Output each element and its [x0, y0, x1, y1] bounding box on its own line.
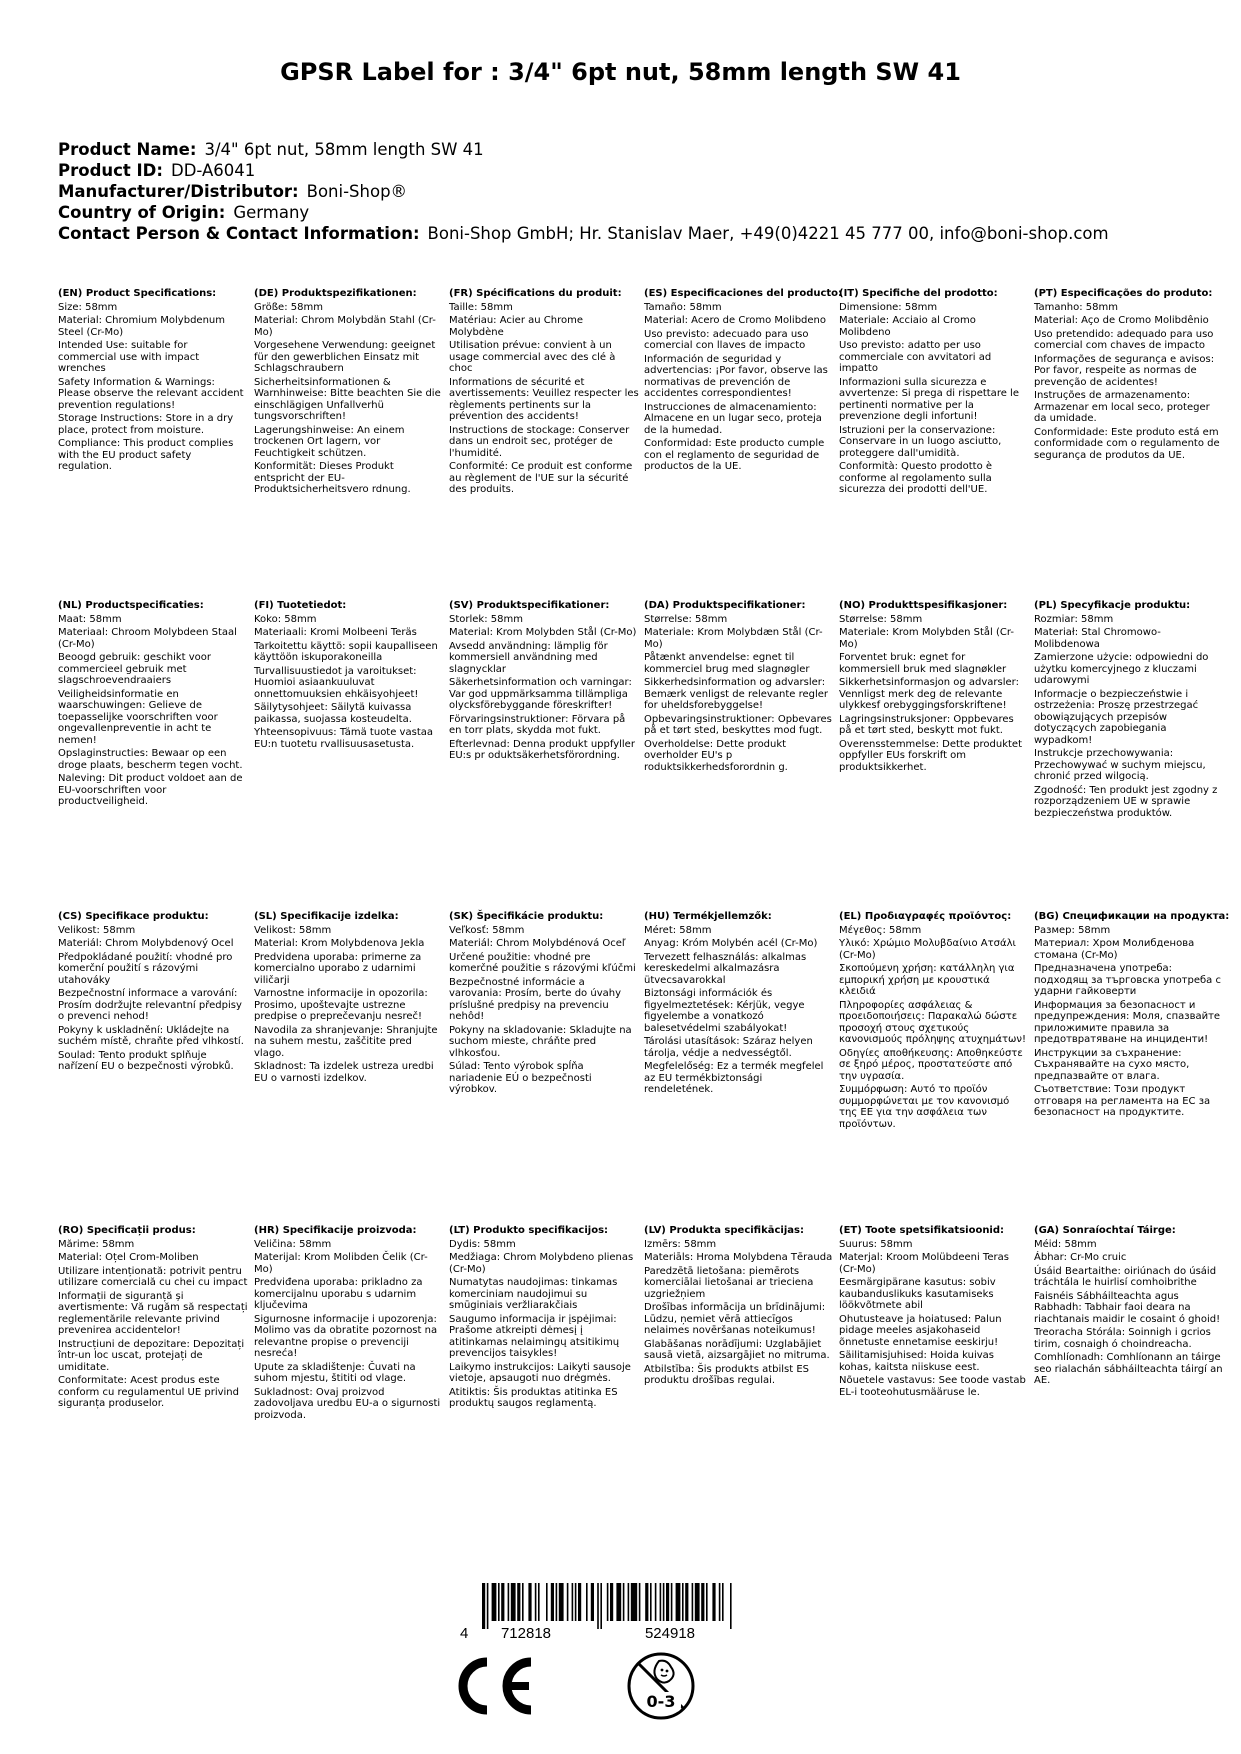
- spec-block: [1034, 1225, 1224, 1387]
- spec-line: Opslaginstructies: Bewaar op een droge plaats, bescherm tegen vocht.: [58, 748, 243, 771]
- spec-heading: (FR) Spécifications du produit:: [449, 288, 622, 299]
- spec-line: Предназначена употреба: подходящ за търговска употреба с ударни гайковерти: [1034, 963, 1221, 997]
- barcode-bar: [645, 1583, 648, 1621]
- spec-line: Veľkosť: 58mm: [449, 924, 525, 936]
- spec-line: Størrelse: 58mm: [839, 613, 923, 625]
- manufacturer-row: [58, 181, 1109, 202]
- spec-line: Storage Instructions: Store in a dry place, protect from moisture.: [58, 413, 234, 436]
- spec-line: Zamierzone użycie: odpowiedni do użytku komercyjnego z kluczami udarowymi: [1034, 652, 1209, 686]
- spec-line: Conformità: Questo prodotto è conforme al regolamento sulla sicurezza dei prodotti dell'UE.: [839, 461, 993, 495]
- manufacturer-label: Manufacturer/Distributor:: [58, 182, 299, 201]
- spec-line: Biztonsági információk és figyelmeztetések: Kérjük, vegye figyelembe a vonatkozó balesetvédelmi szabályokat!: [644, 988, 805, 1034]
- barcode-bar: [575, 1583, 577, 1621]
- spec-line: Ohutusteave ja hoiatused: Palun pidage meeles asjakohaseid õnnetuste ennetamise eeskirju!: [839, 1313, 1002, 1348]
- barcode: [460, 1583, 740, 1641]
- barcode-bar: [655, 1583, 657, 1621]
- spec-heading: (HR) Specifikacije proizvoda:: [254, 1225, 417, 1236]
- product-id-label: Product ID:: [58, 161, 163, 180]
- spec-line: Megfelelőség: Ez a termék megfelel az EU termékbiztonsági rendeletének.: [644, 1061, 824, 1095]
- barcode-bar: [719, 1583, 721, 1621]
- barcode-bar: [712, 1583, 715, 1621]
- barcode-bar: [501, 1583, 504, 1621]
- spec-line: Vorgesehene Verwendung: geeignet für den gewerblichen Einsatz mit Schlagschraubern: [254, 340, 436, 374]
- spec-line: Материал: Хром Молибденова стомана (Cr-Mo): [1034, 938, 1195, 961]
- spec-line: Συμμόρφωση: Αυτό το προϊόν συμμορφώνεται με τον κανονισμό της ΕΕ για την ασφάλεια των προϊόντων.: [839, 1084, 1010, 1130]
- barcode-group-1: 712818: [500, 1625, 552, 1641]
- spec-line: Předpokládané použití: vhodné pro komerční použití s rázovými utahováky: [58, 951, 233, 986]
- spec-line: Instrucciones de almacenamiento: Almacene en un lugar seco, proteja de la humedad.: [644, 401, 822, 436]
- spec-line: Информация за безопасност и предупреждения: Моля, спазвайте приложимите правила за предотвратяване на инциденти!: [1034, 999, 1221, 1045]
- spec-block: [1034, 600, 1224, 819]
- spec-block: [839, 600, 1029, 773]
- spec-line: Material: Chrom Molybdän Stahl (Cr-Mo): [254, 315, 436, 338]
- barcode-bar: [511, 1583, 516, 1621]
- product-name-label: Product Name:: [58, 140, 197, 159]
- barcode-bar: [660, 1583, 662, 1621]
- spec-line: Overensstemmelse: Dette produktet oppfyller EUs forskrift om produktsikkerhet.: [839, 738, 1022, 773]
- spec-line: Инструкции за съхранение: Съхранявайте на сухо място, предпазвайте от влага.: [1034, 1047, 1190, 1082]
- spec-line: Glabāšanas norādījumi: Uzglabājiet sausā vietā, aizsargājiet no mitruma.: [644, 1338, 830, 1361]
- barcode-digit-1: 4: [460, 1625, 469, 1641]
- barcode-bar: [623, 1583, 625, 1621]
- spec-line: Pokyny k uskladnění: Ukládejte na suchém místě, chraňte před vlhkostí.: [58, 1024, 244, 1047]
- barcode-bar: [676, 1583, 681, 1621]
- spec-line: Atitiktis: Šis produktas atitinka ES produktų saugos reglamentą.: [449, 1386, 618, 1409]
- spec-line: Comhlíonadh: Comhlíonann an táirge seo rialachán sábháilteachta táirgí an AE.: [1034, 1352, 1223, 1386]
- spec-line: Υλικό: Χρώμιο Μολυβδαίνιο Ατσάλι (Cr-Mo): [839, 938, 1016, 961]
- spec-block: [449, 600, 639, 762]
- spec-line: Размер: 58mm: [1034, 924, 1111, 936]
- spec-line: Méid: 58mm: [1034, 1238, 1097, 1250]
- barcode-bar: [628, 1583, 630, 1621]
- barcode-bar: [578, 1583, 581, 1621]
- spec-line: Instrucțiuni de depozitare: Depozitați într-un loc uscat, protejați de umiditate.: [58, 1338, 245, 1373]
- spec-line: Velikost: 58mm: [254, 924, 332, 936]
- spec-line: Съответствие: Този продукт отговаря на регламента на ЕС за безопасност на продуктите.: [1034, 1084, 1211, 1118]
- spec-line: Materiāls: Hroma Molybdena Tērauda: [644, 1252, 833, 1263]
- spec-line: Uso previsto: adecuado para uso comercial con llaves de impacto: [644, 328, 809, 351]
- spec-line: Varnostne informacije in opozorila: Prosimo, upoštevajte ustrezne predpise o preprečevanju nesreč!: [254, 988, 428, 1022]
- spec-block: [58, 600, 248, 808]
- barcode-bar: [551, 1583, 554, 1621]
- age-warning-icon: [625, 1650, 697, 1722]
- spec-heading: (NO) Produkttspesifikasjoner:: [839, 600, 1008, 611]
- spec-line: Skladnost: Ta izdelek ustreza uredbi EU o varnosti izdelkov.: [254, 1061, 434, 1084]
- spec-line: Sukladnost: Ovaj proizvod zadovoljava uredbu EU-a o sigurnosti proizvoda.: [254, 1386, 441, 1421]
- spec-line: Anyag: Króm Molybén acél (Cr-Mo): [644, 938, 818, 949]
- spec-line: Größe: 58mm: [254, 301, 323, 313]
- barcode-bar: [538, 1583, 540, 1621]
- spec-line: Taille: 58mm: [449, 301, 513, 313]
- barcode-bar: [586, 1583, 588, 1621]
- barcode-bar: [616, 1583, 621, 1621]
- spec-line: Matériau: Acier au Chrome Molybdène: [449, 315, 583, 338]
- origin-label: Country of Origin:: [58, 203, 226, 222]
- spec-line: Sicherheitsinformationen & Warnhinweise: Bitte beachten Sie die einschlägigen Unfallverhü tungsvorschriften!: [254, 376, 441, 422]
- spec-line: Soulad: Tento produkt splňuje nařízení EU o bezpečnosti výrobků.: [58, 1049, 234, 1072]
- spec-line: Paredzētā lietošana: piemērots komerciālai lietošanai ar trieciena uzgriežņiem: [644, 1265, 814, 1300]
- spec-block: [449, 1225, 639, 1410]
- spec-line: Storlek: 58mm: [449, 613, 523, 625]
- spec-line: Lagringsinstruksjoner: Oppbevares på et tørt sted, beskytt mot fukt.: [839, 713, 1014, 736]
- spec-heading: (RO) Specificații produs:: [58, 1225, 196, 1236]
- spec-line: Informations de sécurité et avertissements: Veuillez respecter les règlements pertinents sur la prévention des accidents!: [449, 376, 639, 422]
- origin-row: [58, 202, 1109, 223]
- spec-line: Treoracha Stórála: Soinnigh i gcrios tirim, cosnaigh ó choindreacha.: [1034, 1327, 1211, 1350]
- spec-line: Navodila za shranjevanje: Shranjujte na suhem mestu, zaščitite pred vlago.: [254, 1024, 438, 1059]
- spec-block: [644, 911, 834, 1096]
- spec-heading: (PT) Especificações do produto:: [1034, 288, 1213, 299]
- spec-line: Opbevaringsinstruktioner: Opbevares på et tørt sted, beskyttes mod fugt.: [644, 713, 832, 736]
- spec-line: Izmērs: 58mm: [644, 1238, 717, 1250]
- spec-heading: (LV) Produkta specifikācijas:: [644, 1225, 804, 1236]
- spec-block: [254, 911, 444, 1084]
- spec-line: Materjal: Kroom Molübdeeni Teras (Cr-Mo): [839, 1252, 1009, 1275]
- barcode-bar: [482, 1583, 485, 1629]
- barcode-bar: [572, 1583, 574, 1621]
- manufacturer-value: Boni-Shop®: [306, 182, 408, 201]
- spec-line: Material: Chromium Molybdenum Steel (Cr-Mo): [58, 315, 225, 338]
- spec-line: Bezpečnostní informace a varování: Prosím dodržujte relevantní předpisy o prevenci nehod!: [58, 988, 242, 1022]
- spec-line: Úsáid Beartaithe: oiriúnach do úsáid tráchtála le huirlisí comhoibrithe: [1034, 1265, 1217, 1288]
- barcode-bar: [559, 1583, 564, 1621]
- barcode-bar: [722, 1583, 724, 1621]
- spec-line: Materijal: Krom Molibden Čelik (Cr-Mo): [254, 1252, 428, 1275]
- spec-line: Πληροφορίες ασφάλειας & προειδοποιήσεις: Παρακαλώ δώστε προσοχή στους σχετικούς κανονισμούς πρόληψης ατυχημάτων!: [839, 999, 1026, 1045]
- spec-line: Conformité: Ce produit est conforme au règlement de l'UE sur la sécurité des produits.: [449, 461, 633, 495]
- spec-line: Uso pretendido: adequado para uso comercial com chaves de impacto: [1034, 328, 1214, 351]
- contact-label: Contact Person & Contact Information:: [58, 224, 420, 243]
- spec-heading: (NL) Productspecificaties:: [58, 600, 204, 611]
- spec-block: [449, 288, 639, 496]
- spec-line: Určené použitie: vhodné pre komerčné použitie s rázovými kľúčmi: [449, 951, 636, 974]
- spec-line: Istruzioni per la conservazione: Conservare in un luogo asciutto, proteggere dall'umidità.: [839, 424, 1002, 459]
- spec-line: Medžiaga: Chrom Molybdeno plienas (Cr-Mo): [449, 1252, 634, 1275]
- spec-line: Förvaringsinstruktioner: Förvara på en torr plats, skydda mot fukt.: [449, 713, 626, 736]
- spec-line: Tamanho: 58mm: [1034, 301, 1118, 313]
- age-range-label: 0-3: [646, 1692, 676, 1711]
- spec-line: Tervezett felhasználás: alkalmas kereskedelmi alkalmazásra ütvecsavarokkal: [644, 951, 807, 986]
- spec-line: Ábhar: Cr-Mo cruic: [1034, 1252, 1127, 1263]
- spec-line: Forventet bruk: egnet for kommersiell bruk med slagnøkler: [839, 652, 1007, 675]
- spec-line: Konformität: Dieses Produkt entspricht der EU-Produktsicherheitsvero rdnung.: [254, 461, 411, 495]
- spec-heading: (PL) Specyfikacje produktu:: [1034, 600, 1191, 611]
- spec-line: Utilisation prévue: convient à un usage commercial avec des clé à choc: [449, 340, 616, 374]
- barcode-bar: [639, 1583, 641, 1621]
- spec-line: Säilytysohjeet: Säilytä kuivassa paikassa, suojassa kosteudelta.: [254, 702, 412, 725]
- contact-value: Boni-Shop GmbH; Hr. Stanislav Maer, +49(0)4221 45 777 00, info@boni-shop.com: [427, 224, 1109, 243]
- spec-line: Instrukcje przechowywania: Przechowywać w suchym miejscu, chronić przed wilgocią.: [1034, 748, 1206, 782]
- barcode-bar: [517, 1583, 520, 1621]
- spec-line: Materiaali: Kromi Molbeeni Teräs: [254, 627, 417, 638]
- spec-block: [839, 911, 1029, 1130]
- spec-line: Dimensione: 58mm: [839, 301, 938, 313]
- spec-line: Faisnéis Sábháilteachta agus Rabhadh: Tabhair faoi deara na riachtanais maidir le cosaint ó ghoid!: [1034, 1290, 1221, 1325]
- spec-line: Instructions de stockage: Conserver dans un endroit sec, protéger de l'humidité.: [449, 424, 630, 459]
- barcode-bar: [650, 1583, 652, 1621]
- spec-line: Atbilstība: Šis produkts atbilst ES produktu drošības regulai.: [644, 1363, 810, 1386]
- barcode-bar: [682, 1583, 684, 1621]
- spec-line: Drošības informācija un brīdinājumi: Lūdzu, ņemiet vērā attiecīgos nelaimes novēršanas noteikumus!: [644, 1302, 826, 1336]
- spec-line: Οδηγίες αποθήκευσης: Αποθηκεύστε σε ξηρό μέρος, προστατεύστε από την υγρασία.: [839, 1047, 1023, 1082]
- spec-line: Veličina: 58mm: [254, 1238, 332, 1250]
- spec-line: Uso previsto: adatto per uso commerciale con avvitatori ad impatto: [839, 340, 992, 374]
- barcode-bar: [631, 1583, 637, 1621]
- spec-line: Upute za skladištenje: Čuvati na suhom mjestu, štititi od vlage.: [254, 1361, 416, 1384]
- barcode-bar: [706, 1583, 708, 1621]
- barcode-bar: [546, 1583, 548, 1621]
- spec-heading: (EN) Product Specifications:: [58, 288, 217, 299]
- spec-line: Instruções de armazenamento: Armazenar em local seco, proteger da umidade.: [1034, 390, 1210, 424]
- barcode-bar: [567, 1583, 569, 1621]
- spec-line: Tarkoitettu käyttö: sopii kaupalliseen käyttöön iskuporakoneilla: [254, 640, 438, 663]
- ce-mark-icon: [453, 1656, 537, 1716]
- spec-line: Safety Information & Warnings: Please observe the relevant accident prevention regulations!: [58, 376, 244, 411]
- spec-line: Säkerhetsinformation och varningar: Var god uppmärksamma tillämpliga olycksförebyggande föreskrifter!: [449, 677, 632, 711]
- spec-line: Conformitate: Acest produs este conform cu regulamentul UE privind siguranța produselor.: [58, 1375, 239, 1409]
- spec-line: Sikkerhedsinformation og advarsler: Bemærk venligst de relevante regler for uheldsforebyggelse!: [644, 677, 828, 711]
- spec-line: Informacje o bezpieczeństwie i ostrzeżenia: Proszę przestrzegać obowiązujących przepisów dotyczących zapobiegania wypadkom!: [1034, 688, 1199, 746]
- barcode-bar: [607, 1583, 609, 1621]
- barcode-bar: [591, 1583, 594, 1621]
- spec-line: Sigurnosne informacije i upozorenja: Molimo vas da obratite pozornost na relevantne propise o prevenciji nesreća!: [254, 1313, 438, 1359]
- spec-line: Naleving: Dit product voldoet aan de EU-voorschriften voor productveiligheid.: [58, 773, 243, 807]
- barcode-bars: [482, 1583, 732, 1629]
- spec-heading: (SK) Špecifikácie produktu:: [449, 911, 604, 922]
- spec-line: Mărime: 58mm: [58, 1238, 135, 1250]
- spec-line: Suurus: 58mm: [839, 1238, 913, 1250]
- spec-line: Materiál: Chrom Molybdénová Oceľ: [449, 938, 626, 949]
- spec-line: Koko: 58mm: [254, 613, 317, 625]
- spec-block: [254, 1225, 444, 1421]
- spec-line: Laikymo instrukcijos: Laikyti sausoje vietoje, apsaugoti nuo drėgmės.: [449, 1361, 631, 1384]
- spec-heading: (EL) Προδιαγραφές προϊόντος:: [839, 911, 1012, 922]
- barcode-bar: [695, 1583, 700, 1621]
- barcode-bar: [556, 1583, 558, 1621]
- barcode-bar: [487, 1583, 489, 1629]
- spec-line: Overholdelse: Dette produkt overholder EU's p roduktsikkerhedsforordnin g.: [644, 738, 788, 773]
- barcode-bar: [730, 1583, 732, 1629]
- spec-line: Materiale: Acciaio al Cromo Molibdeno: [839, 315, 976, 338]
- spec-line: Informações de segurança e avisos: Por favor, respeite as normas de prevenção de acidentes!: [1034, 353, 1215, 388]
- spec-line: Størrelse: 58mm: [644, 613, 728, 625]
- spec-block: [1034, 911, 1230, 1119]
- barcode-bar: [498, 1583, 500, 1621]
- spec-line: Materiał: Stal Chromowo-Molibdenowa: [1034, 627, 1161, 650]
- spec-heading: (HU) Termékjellemzők:: [644, 911, 772, 922]
- spec-line: Material: Oțel Crom-Moliben: [58, 1252, 199, 1263]
- spec-line: Materiale: Krom Molybden Stål (Cr-Mo): [839, 627, 1014, 650]
- barcode-bar: [671, 1583, 673, 1621]
- spec-line: Pokyny na skladovanie: Skladujte na suchom mieste, chráňte pred vlhkosťou.: [449, 1024, 632, 1059]
- spec-heading: (GA) Sonraíochtaí Táirge:: [1034, 1225, 1176, 1236]
- spec-heading: (ES) Especificaciones del producto:: [644, 288, 843, 299]
- spec-line: Predviđena uporaba: prikladno za komercijalnu uporabu s udarnim ključevima: [254, 1277, 423, 1311]
- spec-line: Méret: 58mm: [644, 924, 712, 936]
- page-title: GPSR Label for : 3/4" 6pt nut, 58mm length SW 41: [280, 58, 961, 86]
- spec-heading: (DA) Produktspecifikationer:: [644, 600, 806, 611]
- spec-line: Informații de siguranță și avertismente: Vă rugăm să respectați reglementările relevante privind prevenirea accidentelor!: [58, 1290, 248, 1336]
- spec-block: [58, 911, 248, 1073]
- product-name-value: 3/4" 6pt nut, 58mm length SW 41: [204, 140, 484, 159]
- product-id-value: DD-A6041: [170, 161, 256, 180]
- spec-block: [644, 1225, 834, 1387]
- spec-line: Avsedd användning: lämplig för kommersiell användning med slagnycklar: [449, 640, 608, 675]
- spec-line: Tárolási utasítások: Száraz helyen tárolja, védje a nedvességtől.: [644, 1036, 813, 1059]
- spec-line: Velikost: 58mm: [58, 924, 136, 936]
- spec-line: Información de seguridad y advertencias: ¡Por favor, observe las normativas de prevención de accidentes correspondientes!: [644, 353, 828, 399]
- barcode-bar: [685, 1583, 688, 1621]
- spec-line: Size: 58mm: [58, 301, 118, 313]
- spec-line: Lagerungshinweise: An einem trockenen Ort lagern, vor Feuchtigkeit schützen.: [254, 424, 405, 459]
- spec-block: [1034, 288, 1224, 461]
- spec-line: Utilizare intenționată: potrivit pentru utilizare comercială cu chei cu impact: [58, 1265, 248, 1288]
- spec-heading: (DE) Produktspezifikationen:: [254, 288, 417, 299]
- spec-heading: (LT) Produkto specifikacijos:: [449, 1225, 609, 1236]
- spec-line: Turvallisuustiedot ja varoitukset: Huomioi asiaankuuluvat onnettomuuksien ehkäisyohjeet!: [254, 665, 419, 700]
- barcode-bar: [522, 1583, 524, 1621]
- product-info: [58, 139, 1109, 244]
- origin-value: Germany: [233, 203, 310, 222]
- spec-line: Material: Krom Molybdenova Jekla: [254, 938, 425, 949]
- barcode-bar: [492, 1583, 497, 1621]
- spec-line: Påtænkt anvendelse: egnet til kommerciel brug med slagnøgler: [644, 652, 810, 675]
- spec-block: [839, 288, 1029, 496]
- product-id-row: [58, 160, 1109, 181]
- spec-line: Materiaal: Chroom Molybdeen Staal (Cr-Mo): [58, 627, 237, 650]
- barcode-bar: [600, 1583, 602, 1629]
- spec-line: Efterlevnad: Denna produkt uppfyller EU:s pr oduktsäkerhetsförordning.: [449, 738, 635, 761]
- spec-heading: (ET) Toote spetsifikatsioonid:: [839, 1225, 1005, 1236]
- barcode-bar: [666, 1583, 669, 1621]
- spec-line: Conformidad: Este producto cumple con el reglamento de seguridad de productos de la UE.: [644, 438, 825, 472]
- ce-mark-text: CE: [453, 1656, 455, 1657]
- spec-line: Tamaño: 58mm: [644, 301, 722, 313]
- barcode-bar: [663, 1583, 665, 1621]
- barcode-bar: [692, 1583, 694, 1621]
- contact-row: [58, 223, 1109, 244]
- spec-line: Numatytas naudojimas: tinkamas komerciniam naudojimui su smūginiais veržliarakčiais: [449, 1277, 618, 1311]
- spec-line: Material: Acero de Cromo Molibdeno: [644, 315, 826, 326]
- spec-line: Compliance: This product complies with the EU product safety regulation.: [58, 438, 234, 472]
- barcode-bar: [597, 1583, 599, 1629]
- barcode-group-2: 524918: [644, 1625, 696, 1641]
- spec-line: Informazioni sulla sicurezza e avvertenze: Si prega di rispettare le pertinenti normative per la prevenzione degli infortuni!: [839, 376, 1019, 422]
- spec-line: Rozmiar: 58mm: [1034, 613, 1114, 625]
- spec-heading: (SV) Produktspecifikationer:: [449, 600, 610, 611]
- spec-heading: (FI) Tuotetiedot:: [254, 600, 347, 611]
- spec-line: Dydis: 58mm: [449, 1238, 516, 1250]
- spec-block: [58, 1225, 248, 1410]
- spec-line: Materiál: Chrom Molybdenový Ocel: [58, 938, 234, 949]
- spec-block: [254, 288, 444, 496]
- spec-heading: (IT) Specifiche del prodotto:: [839, 288, 998, 299]
- spec-block: [644, 288, 843, 473]
- spec-line: Säilitamisjuhised: Hoida kuivas kohas, kaitsta niiskuse eest.: [839, 1350, 995, 1373]
- spec-heading: (SL) Specifikacije izdelka:: [254, 911, 399, 922]
- spec-line: Yhteensopivuus: Tämä tuote vastaa EU:n tuotetu rvallisuusasetusta.: [254, 727, 433, 750]
- spec-line: Veiligheidsinformatie en waarschuwingen: Gelieve de toepasselijke voorschriften voor ongevallenpreventie in acht te nemen!: [58, 688, 218, 746]
- spec-line: Súlad: Tento výrobok spĺňa nariadenie EÚ o bezpečnosti výrobkov.: [449, 1061, 592, 1095]
- product-name-row: [58, 139, 1109, 160]
- barcode-bar: [535, 1583, 537, 1621]
- spec-line: Saugumo informacija ir įspėjimai: Prašome atkreipti dėmesį į atitinkamas nelaimingų atsitikimų prevencijos taisykles!: [449, 1313, 620, 1359]
- spec-block: [449, 911, 639, 1096]
- spec-line: Maat: 58mm: [58, 613, 122, 625]
- spec-line: Material: Aço de Cromo Molibdênio: [1034, 315, 1209, 326]
- spec-heading: (CS) Specifikace produktu:: [58, 911, 209, 922]
- spec-line: Material: Krom Molybden Stål (Cr-Mo): [449, 627, 637, 638]
- spec-block: [839, 1225, 1029, 1398]
- spec-line: Σκοπούμενη χρήση: κατάλληλη για εμπορική χρήση με κρουστικά κλειδιά: [839, 963, 1015, 997]
- spec-line: Μέγεθος: 58mm: [839, 924, 922, 936]
- spec-line: Nõuetele vastavus: See toode vastab EL-i tooteohutusmääruse le.: [839, 1375, 1026, 1398]
- spec-heading: (BG) Спецификации на продукта:: [1034, 911, 1230, 922]
- spec-line: Bezpečnostné informácie a varovania: Prosím, berte do úvahy príslušné predpisy na prevenciu nehôd!: [449, 976, 621, 1022]
- barcode-bar: [610, 1583, 613, 1621]
- barcode-bar: [701, 1583, 704, 1621]
- spec-line: Zgodność: Ten produkt jest zgodny z rozporządzeniem UE w sprawie bezpieczeństwa produktów.: [1034, 784, 1218, 819]
- spec-line: Eesmärgipärane kasutus: sobiv kaubanduslikuks kasutamiseks löökvõtmete abil: [839, 1277, 996, 1311]
- spec-block: [58, 288, 248, 473]
- spec-block: [644, 600, 834, 773]
- spec-line: Conformidade: Este produto está em conformidade com o regulamento de segurança de produtos da UE.: [1034, 426, 1220, 461]
- barcode-bar: [528, 1583, 531, 1621]
- spec-line: Intended Use: suitable for commercial use with impact wrenches: [58, 340, 200, 374]
- spec-line: Materiale: Krom Molybdæn Stål (Cr-Mo): [644, 627, 823, 650]
- spec-block: [254, 600, 444, 750]
- spec-line: Sikkerhetsinformasjon og advarsler: Vennligst merk deg de relevante ulykkesf orebyggingsforskriftene!: [839, 677, 1019, 711]
- barcode-bar: [508, 1583, 510, 1621]
- spec-line: Beoogd gebruik: geschikt voor commercieel gebruik met slagschroevendraaiers: [58, 652, 212, 686]
- spec-line: Predvidena uporaba: primerne za komercialno uporabo z udarnimi viličarji: [254, 951, 422, 986]
